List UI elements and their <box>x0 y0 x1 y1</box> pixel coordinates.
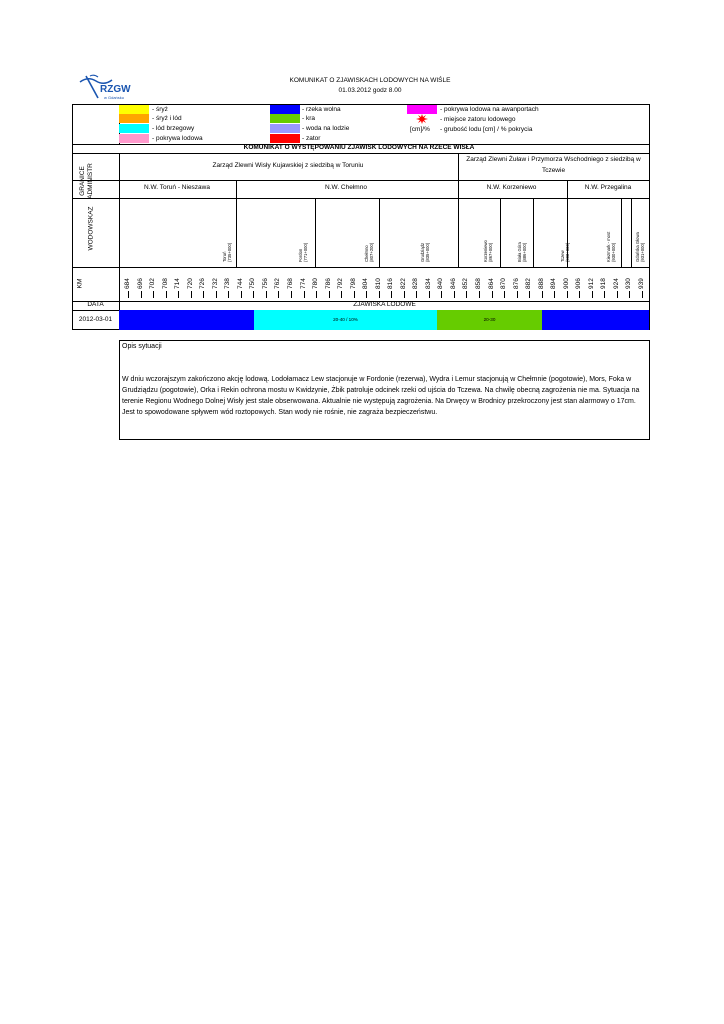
gauge-km: (930+000) <box>611 242 616 262</box>
km-label: 900 <box>562 278 570 289</box>
phenomena-segment-label: 20-40 / 10% <box>333 317 358 322</box>
divider <box>73 198 649 199</box>
km-label: 810 <box>374 278 382 289</box>
km-label: 906 <box>575 278 583 289</box>
admin-row-label: GRANICE ADMINISTR <box>79 163 94 199</box>
km-tick <box>316 291 317 298</box>
phenomena-header: ZJAWISKA LODOWE <box>353 301 416 308</box>
gauge-name: Toruń <box>222 251 227 262</box>
km-tick <box>141 291 142 298</box>
divider <box>73 267 649 268</box>
km-tick <box>529 291 530 298</box>
km-tick <box>404 291 405 298</box>
km-label: 918 <box>600 278 608 289</box>
km-tick <box>341 291 342 298</box>
km-row-label: KM <box>76 278 84 289</box>
legend-label: - pokrywa lodowa na awanportach <box>440 106 539 113</box>
km-label: 708 <box>161 278 169 289</box>
situation-box <box>119 340 650 440</box>
divider <box>315 198 316 267</box>
gauge-name: Korzeniewo <box>483 240 488 262</box>
nw-torun: N.W. Toruń - Nieszawa <box>144 184 210 191</box>
km-tick <box>416 291 417 298</box>
admin-region-torun: Zarząd Zlewni Wisły Kujawskiej z siedzibą w Toruniu <box>212 162 364 169</box>
km-tick <box>291 291 292 298</box>
km-label: 876 <box>512 278 520 289</box>
km-label: 939 <box>638 278 645 289</box>
km-tick <box>266 291 267 298</box>
gauge-km: (807+200) <box>369 242 374 262</box>
km-label: 786 <box>324 278 332 289</box>
km-label: 714 <box>174 278 182 289</box>
km-label: 930 <box>625 278 633 289</box>
km-tick <box>604 291 605 298</box>
km-tick <box>504 291 505 298</box>
km-tick <box>228 291 229 298</box>
km-label: 726 <box>199 278 207 289</box>
km-label: 774 <box>299 278 307 289</box>
admin-region-tczew: Zarząd Zlewni Żuław i Przymorza Wschodniego z siedzibą w Tczewie <box>466 156 641 174</box>
km-tick <box>153 291 154 298</box>
legend-label: - rzeka wolna <box>302 106 341 113</box>
km-tick <box>554 291 555 298</box>
km-label: 798 <box>349 278 357 289</box>
km-label: 894 <box>550 278 558 289</box>
gauge-km: (886+000) <box>522 242 527 262</box>
legend-swatch-zator <box>270 134 300 143</box>
km-label: 822 <box>399 278 407 289</box>
km-tick <box>379 291 380 298</box>
row-date: 2012-03-01 <box>78 316 113 323</box>
gauge-km: (771+000) <box>303 242 308 262</box>
gauge-label <box>420 243 430 262</box>
legend-label: - miejsce zatoru lodowego <box>440 116 516 123</box>
gauge-km: (867+000) <box>488 242 493 262</box>
km-tick <box>466 291 467 298</box>
km-tick <box>304 291 305 298</box>
km-label: 804 <box>362 278 370 289</box>
nw-chelmno: N.W. Chełmno <box>325 184 367 191</box>
km-label: 846 <box>449 278 457 289</box>
star-burst-icon <box>416 114 428 124</box>
divider <box>500 198 501 267</box>
gauge-km: (931+000) <box>640 242 645 262</box>
km-label: 756 <box>261 278 269 289</box>
km-tick <box>579 291 580 298</box>
logo-subtext: w Gdańsku <box>104 95 125 100</box>
km-label: 924 <box>612 278 620 289</box>
gauge-label <box>364 243 374 262</box>
divider <box>379 198 380 267</box>
km-tick <box>241 291 242 298</box>
gauge-km: (735+000) <box>227 242 232 262</box>
phenomena-segment-label: 20-30 <box>483 317 496 322</box>
gauges-row-label: WODOWSKAZ <box>87 206 95 251</box>
km-tick <box>178 291 179 298</box>
legend-label: - kra <box>302 115 315 122</box>
km-tick <box>253 291 254 298</box>
legend-label: - pokrywa lodowa <box>152 135 203 142</box>
km-label: 738 <box>224 278 232 289</box>
km-tick <box>128 291 129 298</box>
km-tick <box>479 291 480 298</box>
km-tick <box>166 291 167 298</box>
km-label: 732 <box>211 278 219 289</box>
gauge-km: (835+000) <box>425 242 430 262</box>
situation-title: Opis sytuacji <box>122 343 162 350</box>
gauge-name: Grudziądz <box>420 242 425 262</box>
gauge-km: (908+000) <box>565 242 570 262</box>
km-label: 852 <box>462 278 470 289</box>
km-tick <box>354 291 355 298</box>
legend-swatch-sryz-lod <box>119 114 149 123</box>
km-label: 816 <box>387 278 395 289</box>
legend-swatch-sryz <box>119 105 149 114</box>
legend-swatch-woda-na-lodzie <box>270 124 300 133</box>
phenomena-segment <box>254 310 437 330</box>
km-tick <box>278 291 279 298</box>
divider <box>73 180 649 181</box>
legend-label: - woda na lodzie <box>302 125 350 132</box>
legend-swatch-awanporty <box>407 105 437 114</box>
km-label: 792 <box>337 278 345 289</box>
phenomena-segment <box>119 310 254 330</box>
gauge-name: Chełmno <box>364 245 369 262</box>
km-tick <box>429 291 430 298</box>
table-title: KOMUNIKAT O WYSTĘPOWANIU ZJAWISK LODOWYCH NA RZECE WISŁA <box>243 144 475 151</box>
km-label: 912 <box>587 278 595 289</box>
gauge-name: Gdańska Głowa <box>635 232 640 262</box>
rzgw-logo <box>76 72 136 102</box>
km-tick <box>592 291 593 298</box>
km-label: 834 <box>424 278 432 289</box>
divider <box>621 198 622 267</box>
divider <box>236 198 237 267</box>
legend-swatch-rzeka-wolna <box>270 105 300 114</box>
km-label: 780 <box>312 278 320 289</box>
report-title: KOMUNIKAT O ZJAWISKACH LODOWYCH NA WIŚLE <box>289 77 451 84</box>
divider <box>533 198 534 267</box>
legend-swatch-pokrywa <box>119 134 149 143</box>
km-label: 750 <box>249 278 257 289</box>
km-tick <box>454 291 455 298</box>
km-label: 702 <box>149 278 157 289</box>
phenomena-segment <box>437 310 542 330</box>
legend-label: - śryż <box>152 106 168 113</box>
km-label: 720 <box>186 278 194 289</box>
legend-label: - śryż i lód <box>152 115 182 122</box>
km-tick <box>642 291 643 298</box>
gauge-label <box>635 232 645 262</box>
km-label: 762 <box>274 278 282 289</box>
gauge-label <box>517 242 527 262</box>
km-tick <box>617 291 618 298</box>
legend-label: - zator <box>302 135 321 142</box>
km-tick <box>366 291 367 298</box>
km-tick <box>492 291 493 298</box>
legend-swatch-kra <box>270 114 300 123</box>
km-label: 864 <box>487 278 495 289</box>
km-tick <box>191 291 192 298</box>
gauge-name: Biała Góra <box>517 242 522 262</box>
km-tick <box>216 291 217 298</box>
km-label: 870 <box>500 278 508 289</box>
km-label: 744 <box>236 278 244 289</box>
legend-label: - lód brzegowy <box>152 125 195 132</box>
gauge-name: Kiezmark - most <box>606 231 611 262</box>
km-tick <box>629 291 630 298</box>
km-label: 858 <box>475 278 483 289</box>
km-label: 882 <box>525 278 533 289</box>
gauge-label <box>222 243 232 262</box>
date-header: DATA <box>87 301 104 308</box>
gauge-label <box>606 232 616 262</box>
situation-text: W dniu wczorajszym zakończono akcję lodową. Lodołamacz Lew stacjonuje w Fordonie (rezerwa), Wydra i Lemur stacjonują w Chełmnie (pogotowie), Mors, Foka w Grudziądzu (pogotowie), Orka i Rekin ochrona mostu w Kwidzynie, Żbik patroluje odcinek rzeki od ujścia do Tczewa. Na chwilę obecną zagrożenia nie ma. Sytuacja na terenie Regionu Wodnego Dolnej Wisły jest stale obserwowana. Aktualnie nie występują zagrożenia. Na Drwęcy w Brodnicy przekroczony jest stan alarmowy o 17cm. Jest to spowodowane spływem wód roztopowych. Stan wody nie rośnie, nie zagraża bezpieczeństwu. <box>122 376 640 416</box>
gauge-name: Tczew <box>560 250 565 262</box>
km-label: 684 <box>124 278 131 289</box>
nw-korzeniewo: N.W. Korzeniewo <box>486 184 537 191</box>
gauge-label <box>298 243 308 262</box>
km-label: 768 <box>286 278 294 289</box>
km-tick <box>542 291 543 298</box>
gauge-name: Fordon <box>298 248 303 262</box>
divider <box>458 198 459 267</box>
km-tick <box>329 291 330 298</box>
km-tick <box>203 291 204 298</box>
km-label: 888 <box>537 278 545 289</box>
km-label: 696 <box>136 278 144 289</box>
nw-przegalina: N.W. Przegalina <box>584 184 632 191</box>
legend-label: - grubość lodu [cm] / % pokrycia <box>440 126 533 133</box>
legend-swatch-lod-brzegowy <box>119 124 149 133</box>
report-date: 01.03.2012 godz 8.00 <box>338 87 402 94</box>
km-tick <box>391 291 392 298</box>
km-label: 828 <box>412 278 420 289</box>
gauge-label <box>483 240 493 262</box>
legend-prefix: [cm]/% <box>410 126 430 133</box>
gauge-label <box>560 243 570 262</box>
km-tick <box>567 291 568 298</box>
phenomena-segment <box>542 310 649 330</box>
divider <box>631 198 632 267</box>
logo-text: RZGW <box>100 84 131 95</box>
km-label: 840 <box>437 278 445 289</box>
km-tick <box>441 291 442 298</box>
km-tick <box>517 291 518 298</box>
